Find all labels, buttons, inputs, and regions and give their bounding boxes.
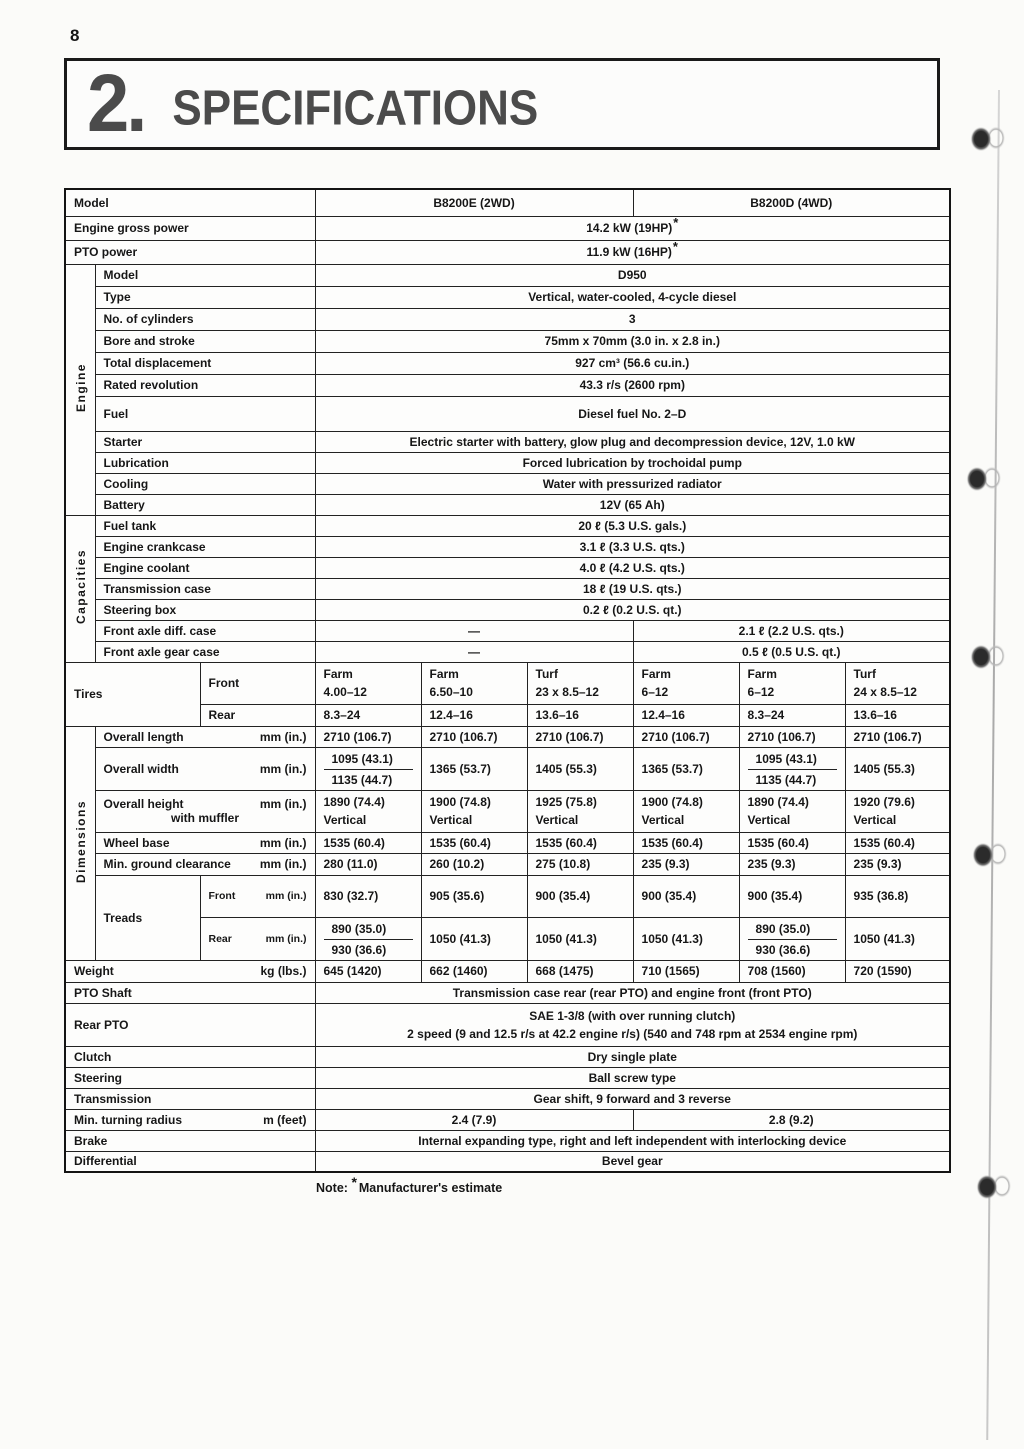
dim-value: 235 (9.3): [845, 853, 950, 875]
dim-unit: mm (in.): [265, 932, 307, 945]
dim-value: 1365 (53.7): [633, 747, 739, 790]
dim-label: Min. turning radius: [74, 1112, 182, 1127]
tire-size: 6.50–10: [429, 685, 473, 699]
spec-value: Water with pressurized radiator: [315, 473, 950, 494]
dim-value: 1095 (43.1): [755, 751, 817, 766]
dim-unit: mm (in.): [259, 857, 307, 871]
spec-label: Rear PTO: [65, 1003, 315, 1046]
binder-ring-icon: [970, 838, 1008, 872]
weight-value: 708 (1560): [739, 960, 845, 982]
dim-sublabel: with muffler: [171, 811, 239, 825]
spec-label: Fuel tank: [95, 515, 315, 536]
dim-orientation: Vertical: [535, 813, 579, 827]
weight-value: 662 (1460): [421, 960, 527, 982]
dim-value-split: [739, 917, 845, 960]
dim-value: 1095 (43.1): [331, 751, 393, 766]
tire-cell: 13.6–16: [527, 704, 633, 726]
tire-type: Farm: [323, 667, 353, 681]
tire-cell: [527, 662, 633, 704]
dim-unit: mm (in.): [259, 835, 307, 850]
dim-value: 2710 (106.7): [421, 726, 527, 747]
spec-label: PTO Shaft: [65, 982, 315, 1003]
spec-label: [95, 853, 315, 875]
spec-value: 75mm x 70mm (3.0 in. x 2.8 in.): [315, 330, 950, 352]
tire-size: 4.00–12: [323, 685, 367, 699]
dim-label: Overall width: [103, 761, 179, 776]
rear-pto-line2: 2 speed (9 and 12.5 r/s at 42.2 engine r/s) (540 and 748 rpm at 2534 engine rpm): [407, 1026, 858, 1041]
spec-label: Fuel: [95, 396, 315, 431]
spec-label: [95, 790, 315, 832]
tire-size: 6–12: [641, 685, 669, 699]
dimensions-group-cell: [65, 726, 95, 960]
model-row-label: Model: [65, 189, 315, 216]
engine-group-label: Engine: [74, 363, 88, 413]
dim-value: 2710 (106.7): [739, 726, 845, 747]
spec-value: Transmission case rear (rear PTO) and engine front (front PTO): [315, 982, 950, 1003]
tire-type: Farm: [641, 667, 671, 681]
spec-label: Starter: [95, 431, 315, 452]
dim-orientation: Vertical: [641, 813, 685, 827]
dim-label: Front: [208, 890, 236, 902]
spec-label: Clutch: [65, 1046, 315, 1067]
tire-type: Turf: [853, 667, 876, 681]
spec-value: D950: [315, 264, 950, 286]
spec-value-4wd: 2.1 ℓ (2.2 U.S. qts.): [633, 620, 950, 641]
dim-value: 2710 (106.7): [845, 726, 950, 747]
spec-label: Battery: [95, 494, 315, 515]
spec-value: [315, 1003, 950, 1046]
dim-orientation: Vertical: [747, 813, 791, 827]
dim-label: Rear: [208, 932, 232, 945]
dim-value: 890 (35.0): [755, 921, 811, 936]
spec-value: Internal expanding type, right and left independent with interlocking device: [315, 1130, 950, 1151]
spec-label: Front axle diff. case: [95, 620, 315, 641]
dim-value: 900 (35.4): [739, 875, 845, 917]
spec-label: Transmission: [65, 1088, 315, 1109]
engine-group-cell: [65, 264, 95, 515]
dim-value: 1050 (41.3): [527, 917, 633, 960]
dim-value: 1135 (44.7): [748, 769, 837, 789]
tires-label: Tires: [65, 662, 200, 726]
model-4wd-cell: B8200D (4WD): [633, 189, 950, 216]
footnote-text: Manufacturer's estimate: [358, 1181, 503, 1196]
dim-value: 900 (35.4): [633, 875, 739, 917]
spec-label: PTO power: [65, 240, 315, 264]
spec-value-4wd: 2.8 (9.2): [633, 1109, 950, 1130]
spec-label: [95, 726, 315, 747]
spec-label: Transmission case: [95, 578, 315, 599]
spec-value: Ball screw type: [315, 1067, 950, 1088]
dimensions-group-label: Dimensions: [74, 799, 88, 883]
weight-value: 668 (1475): [527, 960, 633, 982]
spec-value: Bevel gear: [315, 1151, 950, 1172]
dim-value: 235 (9.3): [633, 853, 739, 875]
binder-ring-icon: [964, 462, 1002, 496]
power-value: 11.9 kW (16HP): [586, 245, 672, 259]
spec-label: Model: [95, 264, 315, 286]
dim-value: 1135 (44.7): [324, 769, 413, 789]
spec-label: Cooling: [95, 473, 315, 494]
dim-value: 1050 (41.3): [845, 917, 950, 960]
tire-cell: 12.4–16: [633, 704, 739, 726]
footnote-label: Note:: [316, 1181, 348, 1196]
dim-value: 1890 (74.4): [747, 795, 809, 809]
dim-value: 2710 (106.7): [527, 726, 633, 747]
tire-cell: [315, 662, 421, 704]
spec-table: [64, 188, 951, 1173]
section-title-box: [64, 58, 940, 150]
dim-value-cell: [527, 790, 633, 832]
spec-value: Dry single plate: [315, 1046, 950, 1067]
spec-label: Rated revolution: [95, 374, 315, 396]
asterisk-icon: *: [351, 1174, 357, 1190]
spec-label: Engine gross power: [65, 216, 315, 240]
spec-label: Brake: [65, 1130, 315, 1151]
dim-unit: mm (in.): [259, 761, 307, 776]
dim-unit: mm (in.): [265, 890, 307, 902]
dim-unit: mm (in.): [259, 729, 307, 744]
tire-cell: [421, 662, 527, 704]
dim-value: 905 (35.6): [421, 875, 527, 917]
tire-cell: 8.3–24: [315, 704, 421, 726]
dim-value: 1050 (41.3): [633, 917, 739, 960]
dim-value: 1405 (55.3): [527, 747, 633, 790]
spec-value-2wd: 2.4 (7.9): [315, 1109, 633, 1130]
dim-value-cell: [739, 790, 845, 832]
spec-value: 20 ℓ (5.3 U.S. gals.): [315, 515, 950, 536]
spec-value-4wd: 0.5 ℓ (0.5 U.S. qt.): [633, 641, 950, 662]
dim-label: Min. ground clearance: [103, 857, 231, 871]
dim-value: 260 (10.2): [421, 853, 527, 875]
spec-label: Engine crankcase: [95, 536, 315, 557]
dim-unit: mm (in.): [259, 797, 307, 811]
weight-value: 645 (1420): [315, 960, 421, 982]
dim-value-cell: [845, 790, 950, 832]
page-title: SPECIFICATIONS: [172, 81, 539, 136]
dim-value: 1535 (60.4): [315, 832, 421, 853]
tire-cell: [633, 662, 739, 704]
spec-value-2wd: —: [315, 641, 633, 662]
spec-label: [95, 832, 315, 853]
dim-label: Weight: [74, 964, 114, 978]
tire-size: 24 x 8.5–12: [853, 685, 917, 699]
dim-orientation: Vertical: [853, 813, 897, 827]
dim-value-split: [315, 917, 421, 960]
spec-value: [315, 240, 950, 264]
dim-label: Wheel base: [103, 835, 170, 850]
spec-value: [315, 216, 950, 240]
dim-value: 235 (9.3): [739, 853, 845, 875]
spec-value: 4.0 ℓ (4.2 U.S. qts.): [315, 557, 950, 578]
spec-value: 3: [315, 308, 950, 330]
dim-value: 280 (11.0): [315, 853, 421, 875]
tires-rear-label: Rear: [200, 704, 315, 726]
treads-label: Treads: [95, 875, 200, 960]
footnote: [316, 1174, 502, 1195]
dim-value: 1900 (74.8): [429, 795, 491, 809]
dim-orientation: Vertical: [429, 813, 473, 827]
dim-label: Overall height: [103, 797, 184, 811]
dim-orientation: Vertical: [323, 813, 367, 827]
asterisk-icon: *: [672, 240, 678, 254]
spec-label: [95, 747, 315, 790]
weight-value: 710 (1565): [633, 960, 739, 982]
treads-rear-label: [200, 917, 315, 960]
treads-front-label: [200, 875, 315, 917]
dim-value: 1405 (55.3): [845, 747, 950, 790]
spec-value-2wd: —: [315, 620, 633, 641]
dim-value: 1925 (75.8): [535, 795, 597, 809]
dim-value: 2710 (106.7): [633, 726, 739, 747]
dim-value: 1535 (60.4): [739, 832, 845, 853]
dim-value: 935 (36.8): [845, 875, 950, 917]
dim-value: 1535 (60.4): [845, 832, 950, 853]
dim-value: 1920 (79.6): [853, 795, 915, 809]
rear-pto-line1: SAE 1-3/8 (with over running clutch): [529, 1008, 736, 1023]
spec-value: 3.1 ℓ (3.3 U.S. qts.): [315, 536, 950, 557]
spec-label: Type: [95, 286, 315, 308]
spec-label: No. of cylinders: [95, 308, 315, 330]
spec-label: Engine coolant: [95, 557, 315, 578]
dim-unit: m (feet): [263, 1112, 307, 1127]
spec-value: Forced lubrication by trochoidal pump: [315, 452, 950, 473]
tire-type: Turf: [535, 667, 558, 681]
page-number: 8: [70, 26, 80, 45]
tire-cell: [845, 662, 950, 704]
capacities-group-cell: [65, 515, 95, 662]
tire-cell: [739, 662, 845, 704]
section-number: 2.: [87, 57, 145, 150]
spec-label: Total displacement: [95, 352, 315, 374]
dim-value: 830 (32.7): [315, 875, 421, 917]
dim-value: 1535 (60.4): [421, 832, 527, 853]
weight-label: [65, 960, 315, 982]
page-edge-shadow: [986, 90, 1000, 1440]
dim-value-split: [739, 747, 845, 790]
dim-value: 1535 (60.4): [527, 832, 633, 853]
dim-value: 1890 (74.4): [323, 795, 385, 809]
spec-label: Lubrication: [95, 452, 315, 473]
binder-ring-icon: [974, 1170, 1012, 1204]
tire-type: Farm: [747, 667, 777, 681]
dim-value: 2710 (106.7): [315, 726, 421, 747]
spec-label: Differential: [65, 1151, 315, 1172]
dim-value: 890 (35.0): [331, 921, 387, 936]
turning-radius-label: [65, 1109, 315, 1130]
dim-value: 900 (35.4): [527, 875, 633, 917]
spec-value: Gear shift, 9 forward and 3 reverse: [315, 1088, 950, 1109]
tires-front-label: Front: [200, 662, 315, 704]
capacities-group-label: Capacities: [74, 549, 88, 625]
dim-value: 1365 (53.7): [421, 747, 527, 790]
dim-value: 930 (36.6): [748, 939, 837, 959]
spec-value: Electric starter with battery, glow plug and decompression device, 12V, 1.0 kW: [315, 431, 950, 452]
tire-type: Farm: [429, 667, 459, 681]
dim-value: 1535 (60.4): [633, 832, 739, 853]
tire-cell: 13.6–16: [845, 704, 950, 726]
spec-value: 43.3 r/s (2600 rpm): [315, 374, 950, 396]
spec-label: Steering box: [95, 599, 315, 620]
tire-size: 23 x 8.5–12: [535, 685, 599, 699]
dim-value: 1900 (74.8): [641, 795, 703, 809]
power-value: 14.2 kW (19HP): [586, 221, 673, 235]
tire-cell: 8.3–24: [739, 704, 845, 726]
spec-value: Diesel fuel No. 2–D: [315, 396, 950, 431]
tire-cell: 12.4–16: [421, 704, 527, 726]
dim-unit: kg (lbs.): [260, 964, 307, 978]
spec-label: Bore and stroke: [95, 330, 315, 352]
spec-value: Vertical, water-cooled, 4-cycle diesel: [315, 286, 950, 308]
dim-value-split: [315, 747, 421, 790]
dim-value: 930 (36.6): [324, 939, 413, 959]
dim-value: 1050 (41.3): [421, 917, 527, 960]
asterisk-icon: *: [673, 216, 679, 230]
dim-value: 275 (10.8): [527, 853, 633, 875]
spec-label: Steering: [65, 1067, 315, 1088]
tire-size: 6–12: [747, 685, 775, 699]
spec-value: 927 cm³ (56.6 cu.in.): [315, 352, 950, 374]
weight-value: 720 (1590): [845, 960, 950, 982]
spec-value: 12V (65 Ah): [315, 494, 950, 515]
dim-label: Overall length: [103, 729, 184, 744]
spec-value: 0.2 ℓ (0.2 U.S. qt.): [315, 599, 950, 620]
binder-ring-icon: [968, 640, 1006, 674]
dim-value-cell: [633, 790, 739, 832]
binder-ring-icon: [968, 122, 1006, 156]
spec-label: Front axle gear case: [95, 641, 315, 662]
dim-value-cell: [421, 790, 527, 832]
model-2wd-cell: B8200E (2WD): [315, 189, 633, 216]
spec-value: 18 ℓ (19 U.S. qts.): [315, 578, 950, 599]
dim-value-cell: [315, 790, 421, 832]
